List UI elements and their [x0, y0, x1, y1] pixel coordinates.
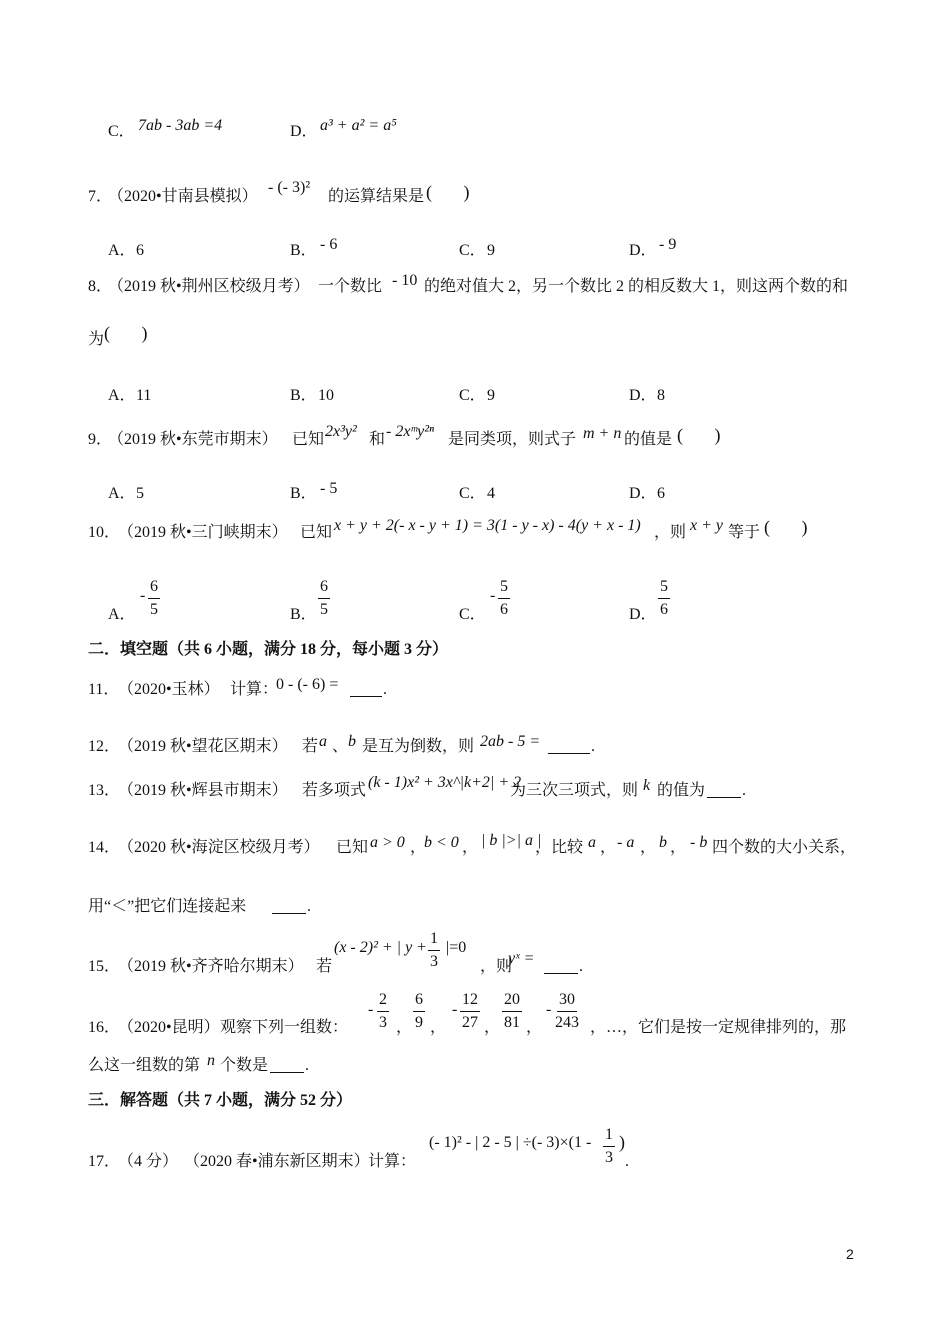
q16-line-2a: 么这一组数的第: [88, 1057, 201, 1074]
q8-source: （2019 秋•荆州区校级月考）: [108, 278, 310, 295]
q12-text-2: 是互为倒数，则: [362, 738, 475, 755]
q7-option-d-value: - 9: [659, 236, 677, 253]
q7-text: 的运算结果是: [328, 188, 425, 205]
q14-source: （2020 秋•海淀区校级月考）: [118, 839, 320, 856]
q10-option-a-fraction: [148, 579, 160, 618]
q9-option-b-value: - 5: [320, 480, 338, 497]
q8-option-d-value: 8: [657, 387, 665, 404]
q7-expression: - (- 3)²: [268, 179, 311, 196]
q9-option-d-value: 6: [657, 485, 665, 502]
q16-comma-3: ，: [484, 1019, 501, 1036]
q13-variable-k: k: [643, 777, 651, 794]
q13-text-2: 为三次三项式，则: [510, 782, 639, 799]
q7-option-b-value: - 6: [320, 236, 338, 253]
q9-text-2: 和: [369, 431, 386, 448]
q14-condition-1: a > 0: [370, 834, 405, 851]
q9-option-a-label: A．: [108, 485, 136, 502]
q10-option-b-label: B．: [290, 606, 317, 623]
q11-expression: 0 - (- 6) =: [276, 676, 339, 693]
q16-term-3-numerator: 12: [460, 992, 480, 1012]
q7-option-a-label: A．: [108, 242, 136, 259]
q17-score: （4 分）: [118, 1153, 179, 1170]
q10-option-c-numerator: 5: [498, 579, 510, 599]
q14-line-2: 用“＜”把它们连接起来: [88, 898, 247, 915]
q10-text-2: ，则: [654, 524, 687, 541]
q14-answer-blank[interactable]: [272, 899, 306, 914]
q8-option-c-value: 9: [487, 387, 495, 404]
q8-answer-bracket: ( ): [104, 323, 148, 343]
q13-answer-blank[interactable]: [707, 783, 741, 798]
q10-expression: x + y + 2(- x - y + 1) = 3(1 - y - x) - 4(y + x - 1): [334, 517, 641, 534]
q14-text-1: 已知: [336, 839, 369, 856]
q16-term-5: [555, 992, 579, 1031]
q15-expression-a: (x - 2)² + | y +: [334, 939, 427, 956]
q14-comma-1: ，: [410, 839, 427, 856]
q6-option-c-label: C．: [108, 123, 135, 140]
q8-expression: - 10: [392, 272, 418, 289]
q8-number: 8．: [88, 278, 113, 295]
q8-text-2: 的绝对值大 2，另一个数比 2 的相反数大 1，则这两个数的和: [424, 278, 849, 295]
q14-value-2: - a: [617, 834, 635, 851]
q12-answer-blank[interactable]: [548, 739, 590, 754]
q14-period: .: [307, 898, 311, 915]
q9-option-c-label: C．: [459, 485, 486, 502]
q11-source: （2020•玉林）: [118, 681, 220, 698]
q9-expression-1: 2x³y²: [325, 423, 357, 440]
q10-option-a-numerator: 6: [148, 579, 160, 599]
q10-option-c-label: C．: [459, 606, 486, 623]
q8-option-a-value: 11: [136, 387, 152, 404]
q7-option-c-value: 9: [487, 242, 495, 259]
q16-source: （2020•昆明）: [118, 1019, 220, 1036]
q10-option-d-denominator: 6: [660, 601, 668, 618]
q12-number: 12．: [88, 738, 121, 755]
q16-answer-blank[interactable]: [270, 1058, 304, 1073]
q14-comma-3: ，: [600, 839, 617, 856]
q6-option-c-expr: 7ab - 3ab =4: [138, 117, 223, 134]
q6-option-d-expr: a³ + a² = a⁵: [320, 117, 397, 134]
section-3-title: 三．解答题（共 7 小题，满分 52 分）: [88, 1092, 353, 1109]
q16-term-3-denominator: 27: [462, 1014, 478, 1031]
q15-expression-2: yˣ =: [508, 950, 535, 967]
q7-source: （2020•甘南县模拟）: [108, 188, 258, 205]
q9-expression-2: - 2xᵐy²ⁿ: [386, 423, 435, 440]
q8-option-c-label: C．: [459, 387, 486, 404]
q11-text: 计算：: [230, 681, 279, 698]
q13-number: 13．: [88, 782, 121, 799]
q16-comma-1: ，: [396, 1019, 413, 1036]
q16-text-1: 观察下列一组数：: [220, 1019, 349, 1036]
q10-option-c-denominator: 6: [500, 601, 508, 618]
q16-term-2: [413, 992, 425, 1031]
q8-text-3: 为: [88, 331, 105, 348]
q14-comma-2: ，: [462, 839, 479, 856]
q8-option-b-value: 10: [318, 387, 334, 404]
q17-expression-b: ): [619, 1132, 625, 1152]
q10-option-a-denominator: 5: [150, 601, 158, 618]
q10-text-3: 等于: [728, 524, 761, 541]
q13-period: .: [742, 782, 746, 799]
q14-number: 14．: [88, 839, 121, 856]
q10-text-1: 已知: [300, 524, 333, 541]
q16-text-2: ，…，它们是按一定规律排列的，那: [590, 1019, 847, 1036]
q12-variable-b: b: [348, 733, 356, 750]
q13-source: （2019 秋•辉县市期末）: [118, 782, 288, 799]
q16-term-1-numerator: 2: [377, 992, 389, 1012]
q7-option-a-value: 6: [136, 242, 144, 259]
q10-option-a-label: A．: [108, 606, 136, 623]
q13-expression: (k - 1)x² + 3x^|k+2| + 2: [368, 774, 522, 791]
q8-option-b-label: B．: [290, 387, 317, 404]
q8-option-d-label: D．: [629, 387, 657, 404]
q9-option-c-value: 4: [487, 485, 495, 502]
q16-comma-4: ，: [526, 1019, 543, 1036]
page-number: 2: [846, 1246, 854, 1262]
q17-fraction-numerator: 1: [603, 1127, 615, 1147]
q12-period: .: [591, 738, 595, 755]
q10-option-c-sign: -: [490, 587, 496, 604]
q16-term-5-numerator: 30: [557, 992, 577, 1012]
q12-variable-a: a: [319, 733, 327, 750]
q17-number: 17．: [88, 1153, 121, 1170]
q17-period: .: [625, 1153, 629, 1170]
q12-source: （2019 秋•望花区期末）: [118, 738, 288, 755]
q15-period: .: [579, 958, 583, 975]
q14-condition-2: b < 0: [424, 834, 459, 851]
q15-answer-blank[interactable]: [544, 959, 578, 974]
q10-option-d-label: D．: [629, 606, 657, 623]
q16-term-5-denominator: 243: [555, 1014, 579, 1031]
q10-option-b-fraction: [318, 579, 330, 618]
section-2-title: 二．填空题（共 6 小题，满分 18 分，每小题 3 分）: [88, 641, 449, 658]
q16-period: .: [305, 1057, 309, 1074]
q9-text-3: 是同类项，则式子: [448, 431, 577, 448]
q8-option-a-label: A．: [108, 387, 136, 404]
q14-value-3: b: [659, 834, 667, 851]
q16-term-1: [377, 992, 389, 1031]
q14-comma-4: ，: [640, 839, 657, 856]
q7-option-c-label: C．: [459, 242, 486, 259]
q9-option-d-label: D．: [629, 485, 657, 502]
q10-option-d-numerator: 5: [658, 579, 670, 599]
q12-expression: 2ab - 5 =: [480, 733, 541, 750]
q7-option-b-label: B．: [290, 242, 317, 259]
q16-term-2-denominator: 9: [415, 1014, 423, 1031]
q10-expression-2: x + y: [690, 517, 723, 534]
q17-source: （2020 春•浦东新区期末）: [184, 1153, 370, 1170]
q15-text-1: 若: [316, 958, 333, 975]
q9-text-4: 的值是: [624, 431, 673, 448]
q16-term-3-sign: -: [452, 1001, 458, 1018]
q16-term-3: [460, 992, 480, 1031]
q16-variable-n: n: [207, 1052, 215, 1069]
q15-fraction-numerator: 1: [428, 931, 440, 951]
q9-option-a-value: 5: [136, 485, 144, 502]
q17-fraction: [603, 1127, 615, 1166]
q9-text-1: 已知: [292, 431, 325, 448]
q10-option-d-fraction: [658, 579, 670, 618]
q16-term-1-sign: -: [368, 1001, 374, 1018]
q16-term-4: [502, 992, 522, 1031]
q15-fraction: [428, 931, 440, 970]
q17-text: 计算：: [368, 1153, 417, 1170]
q9-source: （2019 秋•东莞市期末）: [108, 431, 278, 448]
q16-number: 16．: [88, 1019, 121, 1036]
q16-line-2b: 个数是: [220, 1057, 269, 1074]
q11-period: .: [383, 681, 387, 698]
q15-source: （2019 秋•齐齐哈尔期末）: [118, 958, 304, 975]
q15-number: 15．: [88, 958, 121, 975]
q14-value-4: - b: [690, 834, 708, 851]
q10-answer-bracket: ( ): [764, 517, 808, 537]
q14-value-1: a: [588, 834, 596, 851]
q15-fraction-denominator: 3: [430, 953, 438, 970]
q14-condition-3: | b |>| a |: [481, 832, 542, 849]
q14-text-2: ，比较: [535, 839, 584, 856]
q12-text-1: 若: [302, 738, 319, 755]
q16-term-5-sign: -: [546, 1001, 552, 1018]
q7-answer-bracket: ( ): [426, 182, 470, 202]
q17-fraction-denominator: 3: [605, 1149, 613, 1166]
q11-number: 11．: [88, 681, 120, 698]
q14-comma-5: ，: [670, 839, 687, 856]
q9-answer-bracket: ( ): [677, 425, 721, 445]
q17-expression-a: (- 1)² - | 2 - 5 | ÷(- 3)×(1 -: [429, 1134, 592, 1151]
q13-text-1: 若多项式: [302, 782, 367, 799]
q12-separator: 、: [332, 738, 349, 755]
q13-text-3: 的值为: [657, 782, 706, 799]
q14-text-3: 四个数的大小关系，: [712, 839, 857, 856]
q10-option-c-fraction: [498, 579, 510, 618]
q6-option-d-label: D．: [290, 123, 318, 140]
q10-option-a-sign: -: [140, 587, 146, 604]
q10-option-b-numerator: 6: [318, 579, 330, 599]
q16-term-2-numerator: 6: [413, 992, 425, 1012]
q9-number: 9．: [88, 431, 113, 448]
q7-number: 7．: [88, 188, 113, 205]
q9-option-b-label: B．: [290, 485, 317, 502]
q16-term-4-numerator: 20: [502, 992, 522, 1012]
q8-text-1: 一个数比: [318, 278, 383, 295]
q7-option-d-label: D．: [629, 242, 657, 259]
q9-expression-3: m + n: [583, 425, 622, 442]
q15-expression-b: |=0: [446, 939, 467, 956]
q10-source: （2019 秋•三门峡期末）: [118, 524, 288, 541]
q16-comma-2: ，: [430, 1019, 447, 1036]
q15-text-2: ，则: [480, 958, 513, 975]
q11-answer-blank[interactable]: [350, 682, 382, 697]
q10-number: 10．: [88, 524, 121, 541]
q16-term-4-denominator: 81: [504, 1014, 520, 1031]
q10-option-b-denominator: 5: [320, 601, 328, 618]
q16-term-1-denominator: 3: [379, 1014, 387, 1031]
